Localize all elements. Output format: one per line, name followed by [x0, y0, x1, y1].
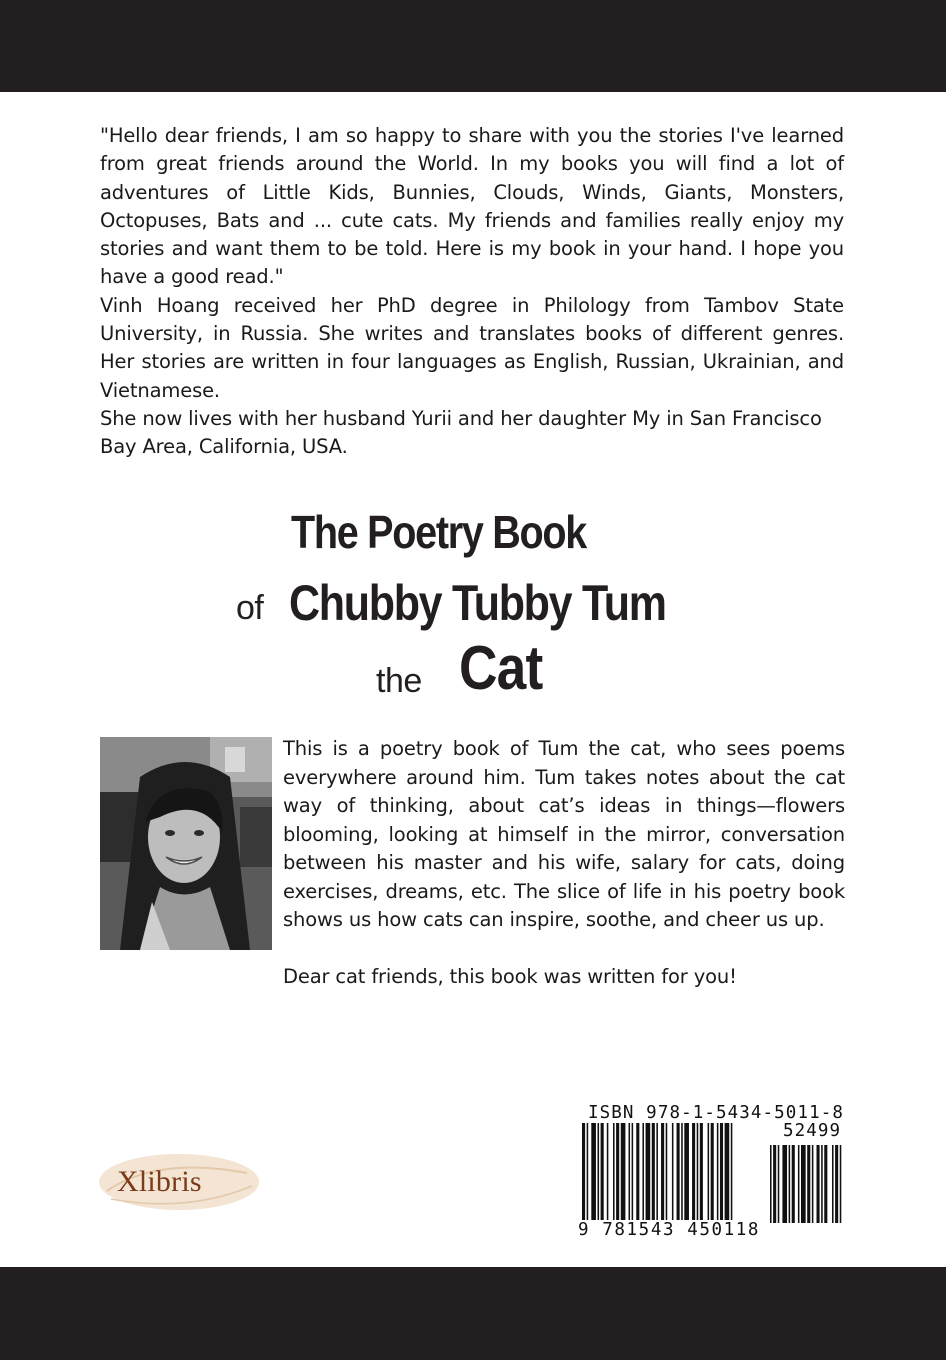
- barcode-bar: [725, 1123, 730, 1223]
- barcode-addon-bar: [807, 1145, 810, 1223]
- bio-residence: She now lives with her husband Yurii and her daughter My in San Francisco Bay Area, California, USA.: [100, 406, 822, 459]
- title-the: the: [376, 662, 422, 700]
- barcode-addon-bar: [801, 1145, 806, 1223]
- barcode-bar: [720, 1123, 723, 1223]
- barcode-addon-bar: [840, 1145, 842, 1223]
- barcode-bar: [598, 1123, 600, 1223]
- barcode-addon-bar: [782, 1145, 787, 1223]
- barcode-addon-bar: [789, 1145, 791, 1223]
- barcode-addon-bar: [821, 1145, 823, 1223]
- barcode-bar: [717, 1123, 719, 1223]
- barcode-bar: [700, 1123, 703, 1223]
- barcode-addon-bar: [792, 1145, 795, 1223]
- barcode-bar: [632, 1123, 634, 1223]
- barcode-addon-bar: [812, 1145, 814, 1223]
- blurb-text: This is a poetry book of Tum the cat, who sees poems everywhere around him. Tum takes notes about the cat way of thinking, about cat’s ideas in things—flowers blooming, looking at himself in the mirror, conversation between his master and his wife, salary for cats, doing exercises, dreams, etc. The slice of life in his poetry book shows us how cats can inspire, soothe, and cheer us up.: [283, 737, 845, 931]
- barcode-bar: [661, 1123, 664, 1223]
- barcode-icon: [578, 1123, 848, 1223]
- barcode-bar: [652, 1123, 655, 1223]
- author-bio: [100, 122, 844, 462]
- ean-digits: 9 781543 450118: [578, 1220, 761, 1240]
- title-line-2: Chubby Tubby Tum: [289, 575, 666, 631]
- price-code: 52499: [783, 1121, 842, 1141]
- publisher-name: Xlibris: [117, 1165, 202, 1198]
- barcode-addon-bar: [778, 1145, 780, 1223]
- barcode-bar: [642, 1123, 644, 1223]
- title-of: of: [236, 589, 264, 627]
- barcode-bar: [587, 1123, 589, 1223]
- bio-credentials: Vinh Hoang received her PhD degree in Philology from Tambov State University, in Russia. She writes and translates books of different genres. Her stories are written in four languages as English, Russian, Ukrainian, and Vietnamese.: [100, 293, 844, 402]
- author-photo: [100, 737, 272, 950]
- barcode-addon-bar: [773, 1145, 776, 1223]
- barcode-addon-bar: [835, 1145, 838, 1223]
- barcode-bar: [697, 1123, 699, 1223]
- barcode-bar: [692, 1123, 695, 1223]
- barcode-bar: [672, 1123, 674, 1223]
- barcode-addon-bar: [798, 1145, 800, 1223]
- book-title: [0, 505, 946, 715]
- title-line-3: Cat: [459, 634, 543, 703]
- barcode-bar: [591, 1123, 596, 1223]
- barcode-bar: [629, 1123, 631, 1223]
- barcode-bar: [666, 1123, 668, 1223]
- title-line-1: The Poetry Book: [291, 506, 586, 558]
- barcode-bar: [711, 1123, 714, 1223]
- barcode-bar: [684, 1123, 689, 1223]
- barcode-bar: [677, 1123, 680, 1223]
- isbn-barcode: [578, 1103, 848, 1243]
- barcode-addon-bar: [824, 1145, 827, 1223]
- barcode-bar: [656, 1123, 658, 1223]
- barcode-bar: [601, 1123, 604, 1223]
- top-band: [0, 0, 946, 92]
- barcode-addon-bar: [817, 1145, 820, 1223]
- barcode-bar: [582, 1123, 585, 1223]
- isbn-number: ISBN 978-1-5434-5011-8: [588, 1103, 844, 1123]
- barcode-bar: [616, 1123, 619, 1223]
- barcode-addon-bar: [832, 1145, 834, 1223]
- publisher-logo: [97, 1151, 262, 1213]
- barcode-bar: [621, 1123, 626, 1223]
- barcode-bar: [613, 1123, 615, 1223]
- author-portrait-icon: [100, 737, 272, 950]
- blurb-closing: Dear cat friends, this book was written for you!: [283, 965, 737, 988]
- barcode-bar: [731, 1123, 733, 1223]
- barcode-bar: [607, 1123, 609, 1223]
- barcode-addon-bar: [770, 1145, 772, 1223]
- barcode-bar: [681, 1123, 683, 1223]
- barcode-bar: [646, 1123, 651, 1223]
- barcode-bar: [708, 1123, 710, 1223]
- bio-quote: "Hello dear friends, I am so happy to share with you the stories I've learned from great friends around the World. In my books you will find a lot of adventures of Little Kids, Bunnies, Clouds, Winds, Giants, Monsters, Octopuses, Bats and ... cute cats. My friends and families really enjoy my stories and want them to be told. Here is my book in your hand. I hope you have a good read.": [100, 124, 844, 289]
- barcode-bar: [636, 1123, 639, 1223]
- book-description: [283, 735, 845, 992]
- bottom-band: [0, 1267, 946, 1360]
